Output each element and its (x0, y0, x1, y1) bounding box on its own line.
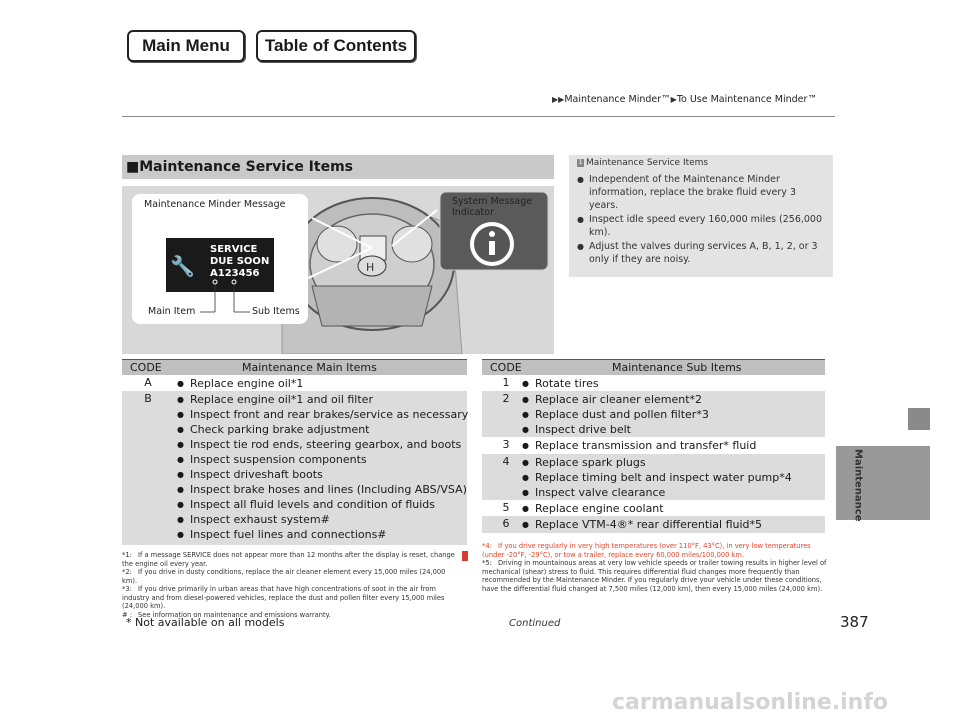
list-item: ● Inspect suspension components (177, 452, 468, 467)
table-row (482, 375, 825, 391)
footnotes-right (482, 542, 827, 593)
breadcrumb-current: To Use Maintenance Minder™ (676, 94, 817, 105)
list-item: ● Inspect valve clearance (522, 485, 792, 500)
main-col-code: CODE (130, 361, 162, 374)
list-item: ● Inspect fuel lines and connections# (177, 527, 468, 542)
row-code: 5 (502, 501, 510, 514)
table-row (482, 437, 825, 454)
watermark: carmanualsonline.info (612, 690, 888, 715)
list-item: ● Inspect all fluid levels and condition of fluids (177, 497, 468, 512)
row-code: 3 (502, 438, 510, 451)
sub-table-header (482, 359, 825, 375)
note-box (569, 155, 833, 277)
list-item: ● Replace engine oil*1 and oil filter (177, 392, 468, 407)
minder-display-text: SERVICE DUE SOON A123456 (210, 244, 270, 279)
row-code: 4 (502, 455, 510, 468)
sub-col-code: CODE (490, 361, 522, 374)
row-code: 1 (502, 376, 510, 389)
table-row (122, 391, 467, 545)
breadcrumb (552, 94, 817, 105)
continued-label: Continued (509, 618, 561, 629)
table-row (122, 375, 467, 391)
list-item: ● Inspect tie rod ends, steering gearbox, and boots (177, 437, 468, 452)
footnote: *4: If you drive regularly in very high temperatures (over 110°F, 43°C), in very low temperatures (under -20°F, -29°C), or tow a trailer, replace every 60,000 miles/100,000 km. (482, 542, 811, 559)
list-item: ● Inspect drive belt (522, 422, 709, 437)
list-item: ● Replace air cleaner element*2 (522, 392, 709, 407)
main-item-label: Main Item (148, 306, 196, 317)
row-code: 2 (502, 392, 510, 405)
main-items-table (122, 359, 467, 375)
page-number: 387 (840, 613, 869, 631)
breadcrumb-maintenance-minder[interactable]: Maintenance Minder™ (564, 94, 671, 105)
side-tab-marker (908, 408, 930, 430)
list-item: ● Inspect front and rear brakes/service as necessary (177, 407, 468, 422)
minder-message-label: Maintenance Minder Message (144, 199, 286, 210)
footnotes-left (122, 551, 462, 619)
red-marker (462, 551, 468, 561)
table-of-contents-button[interactable]: Table of Contents (256, 30, 416, 62)
table-row (482, 516, 825, 533)
row-code: B (144, 392, 152, 405)
list-item: ● Replace spark plugs (522, 455, 792, 470)
list-item: ● Inspect exhaust system# (177, 512, 468, 527)
note-title: 1 Maintenance Service Items (578, 158, 709, 168)
dashboard-illustration (122, 186, 554, 354)
row-code: 6 (502, 517, 510, 530)
list-item: ● Replace dust and pollen filter*3 (522, 407, 709, 422)
sub-items-label: Sub Items (252, 306, 300, 317)
table-row (482, 454, 825, 500)
list-item: ● Rotate tires (522, 376, 599, 391)
sub-items-table (482, 359, 825, 375)
note-marker-icon: 1 (578, 159, 583, 166)
list-item: ● Replace engine oil*1 (177, 376, 303, 391)
arrow-icon: ▶▶ (552, 95, 565, 104)
footnote: *3: If you drive primarily in urban areas that have high concentrations of soot in the air from industry and from diesel-powered vehicles, replace the dust and pollen filter every 15,000 miles (24,000 km). (122, 585, 445, 610)
availability-note: * Not available on all models (126, 616, 285, 629)
footnote: *1: If a message SERVICE does not appear more than 12 months after the display is reset, change the engine oil every year. (122, 551, 455, 568)
side-tab-maintenance[interactable]: Maintenance (852, 448, 864, 522)
list-item: ● Check parking brake adjustment (177, 422, 468, 437)
list-item: ● Inspect brake hoses and lines (Including ABS/VSA) (177, 482, 468, 497)
system-indicator-label: System Message Indicator (452, 196, 533, 218)
footnote: *2: If you drive in dusty conditions, replace the air cleaner element every 15,000 miles (24,000 km). (122, 568, 446, 585)
list-item: ● Replace transmission and transfer* fluid (522, 438, 756, 453)
list-item: ● Inspect driveshaft boots (177, 467, 468, 482)
table-row (482, 500, 825, 516)
sub-col-items: Maintenance Sub Items (612, 361, 742, 374)
table-row (482, 391, 825, 437)
note-item: ● Adjust the valves during services A, B, 1, 2, or 3 only if they are noisy. (577, 240, 827, 266)
section-title: ■Maintenance Service Items (122, 155, 554, 179)
main-menu-button[interactable]: Main Menu (127, 30, 245, 62)
wrench-icon: 🔧 (170, 254, 195, 278)
main-table-header (122, 359, 467, 375)
row-code: A (144, 376, 152, 389)
list-item: ● Replace timing belt and inspect water pump*4 (522, 470, 792, 485)
arrow-icon: ▶ (670, 95, 677, 104)
note-item: ● Independent of the Maintenance Minder information, replace the brake fluid every 3 years. (577, 173, 827, 212)
header-divider (122, 116, 835, 117)
svg-text:H: H (366, 261, 375, 274)
note-item: ● Inspect idle speed every 160,000 miles (256,000 km). (577, 213, 827, 239)
footnote: *5: Driving in mountainous areas at very low vehicle speeds or trailer towing results in higher level of mechanical (shear) stress to fluid. This requires differential fluid changes more frequently than recommended by the Maintenance Minder. If you regularly drive your vehicle under these conditions, have the differential fluid changed at 7,500 miles (12,000 km), then every 15,000 miles (24,000 km). (482, 559, 827, 593)
list-item: ● Replace VTM-4®* rear differential fluid*5 (522, 517, 762, 532)
list-item: ● Replace engine coolant (522, 501, 664, 516)
footnote: # : See information on maintenance and emissions warranty. (122, 610, 331, 619)
main-col-items: Maintenance Main Items (242, 361, 377, 374)
